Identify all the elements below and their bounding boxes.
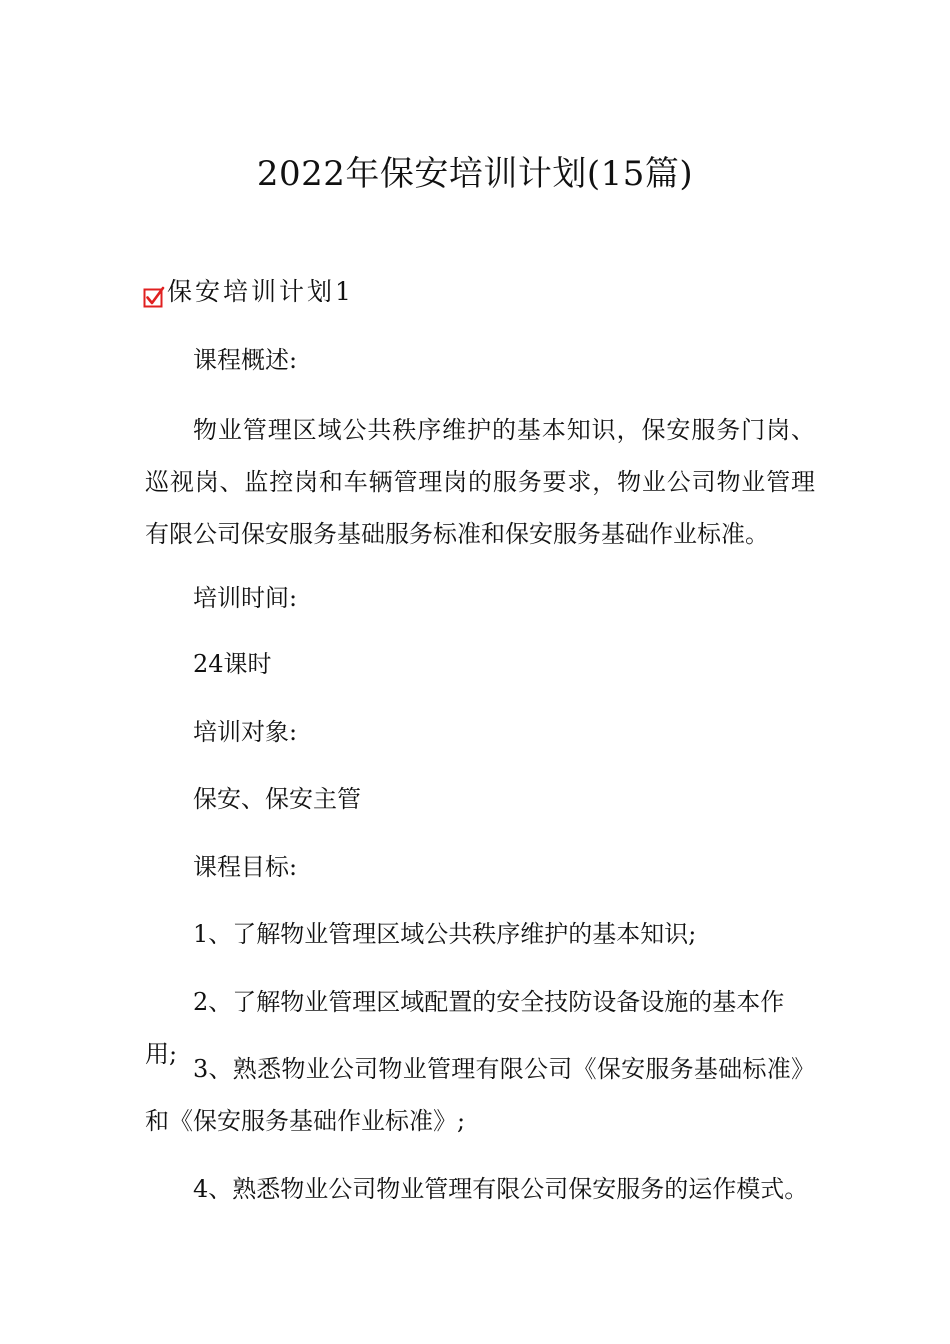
paragraph-training-target-label: 培训对象: (193, 718, 298, 746)
paragraph-goal-4: 4、熟悉物业公司物业管理有限公司保安服务的运作模式。 (193, 1175, 809, 1203)
paragraph-goal-3: 3、熟悉物业公司物业管理有限公司《保安服务基础标准》和《保安服务基础作业标准》; (145, 1055, 815, 1135)
document-title: 2022年保安培训计划(15篇) (256, 154, 694, 194)
section-heading-text: 保安培训计划1 (167, 277, 354, 306)
paragraph-course-overview-label: 课程概述: (193, 346, 298, 374)
paragraph-goal-2: 2、了解物业管理区域配置的安全技防设备设施的基本作用; (145, 988, 785, 1068)
paragraph-training-time-label: 培训时间: (193, 584, 298, 612)
paragraph-course-goal-label: 课程目标: (193, 853, 298, 881)
paragraph-training-time: 24课时 (193, 650, 272, 678)
checkbox-checked-icon (143, 286, 165, 308)
paragraph-course-overview: 物业管理区域公共秩序维护的基本知识，保安服务门岗、巡视岗、监控岗和车辆管理岗的服务要求，物业公司物业管理有限公司保安服务基础服务标准和保安服务基础作业标准。 (145, 416, 815, 548)
section-heading (143, 272, 354, 312)
paragraph-training-target: 保安、保安主管 (193, 785, 361, 813)
paragraph-goal-1: 1、了解物业管理区域公共秩序维护的基本知识; (193, 920, 697, 948)
